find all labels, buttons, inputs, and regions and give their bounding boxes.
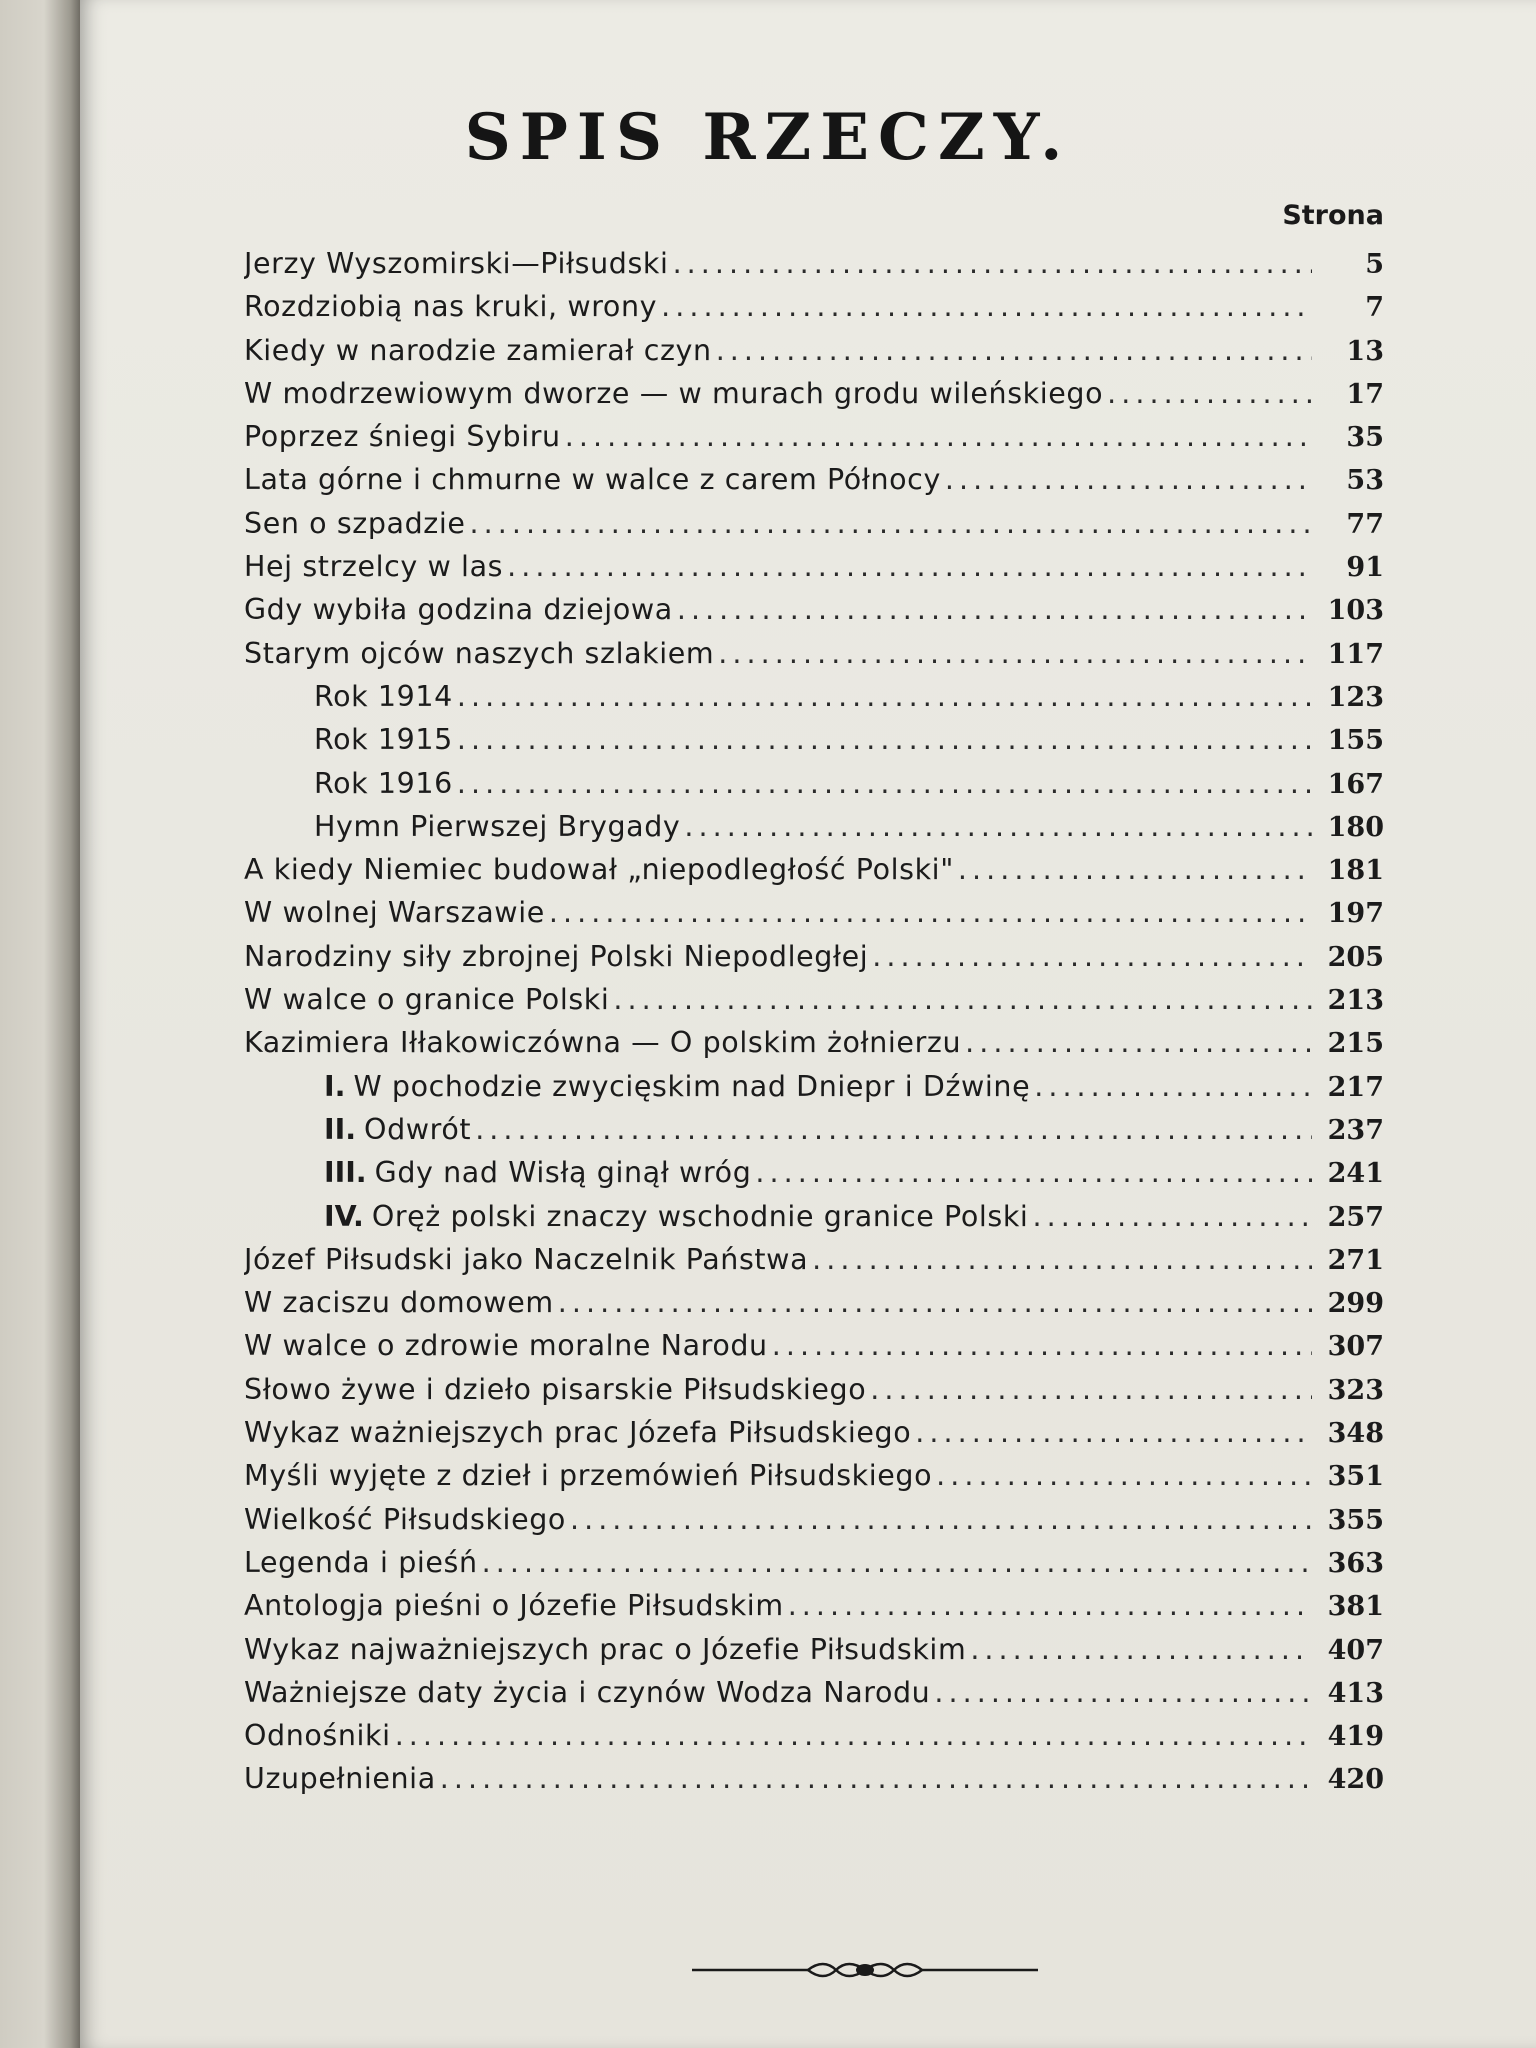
dot-leader <box>1032 1195 1312 1238</box>
toc-entry <box>244 285 1384 328</box>
toc-entry <box>244 978 1384 1021</box>
ornament-divider <box>690 1955 1040 1985</box>
toc-entry-title: Hymn Pierwszej Brygady <box>314 809 681 843</box>
dot-leader <box>475 1108 1312 1151</box>
toc-entry-page: 323 <box>1327 1374 1384 1406</box>
dot-leader <box>395 1714 1312 1757</box>
toc-entry-page: 197 <box>1327 898 1384 930</box>
dot-leader <box>812 1238 1312 1281</box>
toc-entry-title: W walce o granice Polski <box>244 983 610 1017</box>
toc-entry-page: 257 <box>1327 1201 1384 1233</box>
toc-entry-page: 213 <box>1327 985 1384 1017</box>
toc-entry <box>244 891 1384 934</box>
toc-entry <box>244 1065 1384 1108</box>
toc-entry-page: 17 <box>1346 378 1384 410</box>
toc-entry-page: 123 <box>1327 681 1384 713</box>
toc-entry-page: 5 <box>1365 249 1384 280</box>
dot-leader <box>565 415 1312 458</box>
toc-entry <box>244 1151 1384 1194</box>
toc-entry-page: 205 <box>1327 941 1384 973</box>
dot-leader <box>457 718 1312 761</box>
toc-entry-title: Gdy wybiła godzina dziejowa <box>244 593 673 627</box>
page-title: SPIS RZECZY. <box>464 100 1072 175</box>
dot-leader <box>684 805 1312 848</box>
toc-entry <box>244 1628 1384 1671</box>
toc-entry <box>244 1541 1384 1584</box>
toc-entry-title: Józef Piłsudski jako Naczelnik Państwa <box>244 1242 809 1276</box>
toc-entry-page: 351 <box>1327 1461 1384 1493</box>
toc-entry-title: Odnośniki <box>244 1719 391 1753</box>
toc-entry-title: Rok 1915 <box>314 723 453 757</box>
toc-entry <box>244 675 1384 718</box>
dot-leader <box>482 1541 1312 1584</box>
toc-entry-title: Myśli wyjęte z dzieł i przemówień Piłsudskiego <box>244 1459 933 1493</box>
toc-entry-title: W wolnej Warszawie <box>244 896 545 930</box>
dot-leader <box>788 1584 1312 1627</box>
toc-entry-title: Oręż polski znaczy wschodnie granice Polski <box>371 1199 1029 1233</box>
toc-entry-page: 419 <box>1327 1721 1384 1753</box>
toc-entry <box>244 1021 1384 1064</box>
toc-entry <box>244 762 1384 805</box>
dot-leader <box>936 1454 1312 1497</box>
dot-leader <box>457 762 1312 805</box>
toc-entry-title: W pochodzie zwycięskim nad Dniepr i Dźwinę <box>353 1069 1031 1103</box>
toc-entry <box>244 632 1384 675</box>
toc-entry-page: 77 <box>1346 508 1384 540</box>
toc-entry-page: 155 <box>1327 725 1384 757</box>
dot-leader <box>872 935 1312 978</box>
dot-leader <box>870 1368 1312 1411</box>
toc-entry-title: Narodziny siły zbrojnej Polski Niepodległej <box>244 939 869 973</box>
toc-entry <box>244 1195 1384 1238</box>
toc-entry <box>244 1671 1384 1714</box>
toc-entry <box>244 545 1384 588</box>
toc-entry <box>244 1281 1384 1324</box>
toc-entry-page: 363 <box>1327 1547 1384 1579</box>
page-column-header: Strona <box>1282 200 1384 231</box>
toc-entry <box>244 502 1384 545</box>
dot-leader <box>965 1021 1312 1064</box>
toc-entry <box>244 848 1384 891</box>
toc-entry-page: 407 <box>1327 1634 1384 1666</box>
dot-leader <box>673 242 1312 285</box>
toc-entry-page: 348 <box>1327 1418 1384 1450</box>
toc-entry <box>244 415 1384 458</box>
dot-leader <box>945 458 1312 501</box>
toc-entry-title: Uzupełnienia <box>244 1762 436 1796</box>
toc-entry <box>244 1498 1384 1541</box>
toc-entry-page: 217 <box>1327 1071 1384 1103</box>
toc-entry-page: 413 <box>1327 1677 1384 1709</box>
dot-leader <box>1034 1065 1312 1108</box>
toc-entry <box>244 805 1384 848</box>
toc-entry-page: 381 <box>1327 1591 1384 1623</box>
toc-entry-title: Gdy nad Wisłą ginął wróg <box>374 1156 752 1190</box>
dot-leader <box>613 978 1312 1021</box>
toc-entry-page: 180 <box>1327 811 1384 843</box>
toc-entry <box>244 1368 1384 1411</box>
table-of-contents <box>244 242 1384 1801</box>
dot-leader <box>958 848 1312 891</box>
toc-entry <box>244 372 1384 415</box>
toc-entry-title: Lata górne i chmurne w walce z carem Północy <box>244 463 941 497</box>
toc-entry <box>244 1108 1384 1151</box>
toc-entry-title: W zaciszu domowem <box>244 1286 554 1320</box>
toc-entry-page: 307 <box>1327 1331 1384 1363</box>
toc-entry <box>244 718 1384 761</box>
toc-entry-title: A kiedy Niemiec budował „niepodległość Polski" <box>244 853 954 887</box>
toc-entry-numeral: III. <box>324 1156 367 1190</box>
toc-entry-page: 167 <box>1327 768 1384 800</box>
toc-entry-title: Kiedy w narodzie zamierał czyn <box>244 333 712 367</box>
toc-entry-title: Słowo żywe i dzieło pisarskie Piłsudskiego <box>244 1372 867 1406</box>
toc-entry-title: Odwrót <box>364 1112 472 1146</box>
dot-leader <box>716 329 1312 372</box>
toc-entry <box>244 1411 1384 1454</box>
dot-leader <box>558 1281 1312 1324</box>
toc-entry-numeral: IV. <box>324 1199 364 1233</box>
toc-entry <box>244 1714 1384 1757</box>
toc-entry <box>244 1238 1384 1281</box>
toc-entry <box>244 458 1384 501</box>
toc-entry-page: 241 <box>1327 1158 1384 1190</box>
toc-entry-page: 103 <box>1327 595 1384 627</box>
toc-entry-title: Rok 1914 <box>314 679 453 713</box>
dot-leader <box>718 632 1312 675</box>
toc-entry <box>244 935 1384 978</box>
toc-entry-numeral: II. <box>324 1112 357 1146</box>
toc-entry-title: Wielkość Piłsudskiego <box>244 1502 566 1536</box>
dot-leader <box>1107 372 1312 415</box>
dot-leader <box>470 502 1312 545</box>
toc-entry-title: Ważniejsze daty życia i czynów Wodza Narodu <box>244 1675 931 1709</box>
dot-leader <box>677 588 1312 631</box>
toc-entry-title: W modrzewiowym dworze — w murach grodu wileńskiego <box>244 376 1104 410</box>
toc-entry-page: 215 <box>1327 1028 1384 1060</box>
toc-entry <box>244 1454 1384 1497</box>
toc-entry-title: Rozdziobią nas kruki, wrony <box>244 290 658 324</box>
dot-leader <box>661 285 1312 328</box>
toc-entry-page: 181 <box>1327 855 1384 887</box>
toc-entry-page: 271 <box>1327 1244 1384 1276</box>
toc-entry-title: Wykaz ważniejszych prac Józefa Piłsudskiego <box>244 1416 912 1450</box>
toc-entry-page: 117 <box>1327 638 1384 670</box>
toc-entry-title: Rok 1916 <box>314 766 453 800</box>
dot-leader <box>755 1151 1312 1194</box>
dot-leader <box>570 1498 1312 1541</box>
toc-entry-title: W walce o zdrowie moralne Narodu <box>244 1329 768 1363</box>
toc-entry-title: Jerzy Wyszomirski—Piłsudski <box>244 247 669 280</box>
dot-leader <box>934 1671 1312 1714</box>
toc-entry-title: Legenda i pieśń <box>244 1545 478 1579</box>
toc-entry-page: 91 <box>1346 552 1384 584</box>
toc-entry-page: 355 <box>1327 1504 1384 1536</box>
dot-leader <box>440 1757 1312 1800</box>
toc-entry-title: Hej strzelcy w las <box>244 550 504 584</box>
dot-leader <box>549 891 1312 934</box>
toc-entry <box>244 1757 1384 1800</box>
toc-entry-title: Poprzez śniegi Sybiru <box>244 420 561 454</box>
toc-entry <box>244 588 1384 631</box>
toc-entry <box>244 1324 1384 1367</box>
toc-entry-title: Sen o szpadzie <box>244 506 466 540</box>
dot-leader <box>772 1324 1312 1367</box>
toc-entry-page: 35 <box>1346 422 1384 454</box>
toc-entry-title: Starym ojców naszych szlakiem <box>244 636 715 670</box>
dot-leader <box>970 1628 1312 1671</box>
toc-entry-page: 420 <box>1327 1764 1384 1796</box>
toc-entry-numeral: I. <box>324 1069 346 1103</box>
toc-entry-page: 7 <box>1365 292 1384 324</box>
toc-entry <box>244 329 1384 372</box>
toc-entry-title: Kazimiera Iłłakowiczówna — O polskim żołnierzu <box>244 1026 962 1060</box>
toc-entry <box>244 1584 1384 1627</box>
toc-entry-title: Antologja pieśni o Józefie Piłsudskim <box>244 1589 784 1623</box>
toc-entry-page: 237 <box>1327 1114 1384 1146</box>
dot-leader <box>507 545 1312 588</box>
book-gutter <box>0 0 80 2048</box>
toc-entry-title: Wykaz najważniejszych prac o Józefie Piłsudskim <box>244 1632 967 1666</box>
toc-entry <box>244 242 1384 285</box>
dot-leader <box>457 675 1312 718</box>
toc-entry-page: 299 <box>1327 1288 1384 1320</box>
dot-leader <box>915 1411 1312 1454</box>
toc-entry-page: 53 <box>1346 465 1384 497</box>
toc-entry-page: 13 <box>1346 335 1384 367</box>
